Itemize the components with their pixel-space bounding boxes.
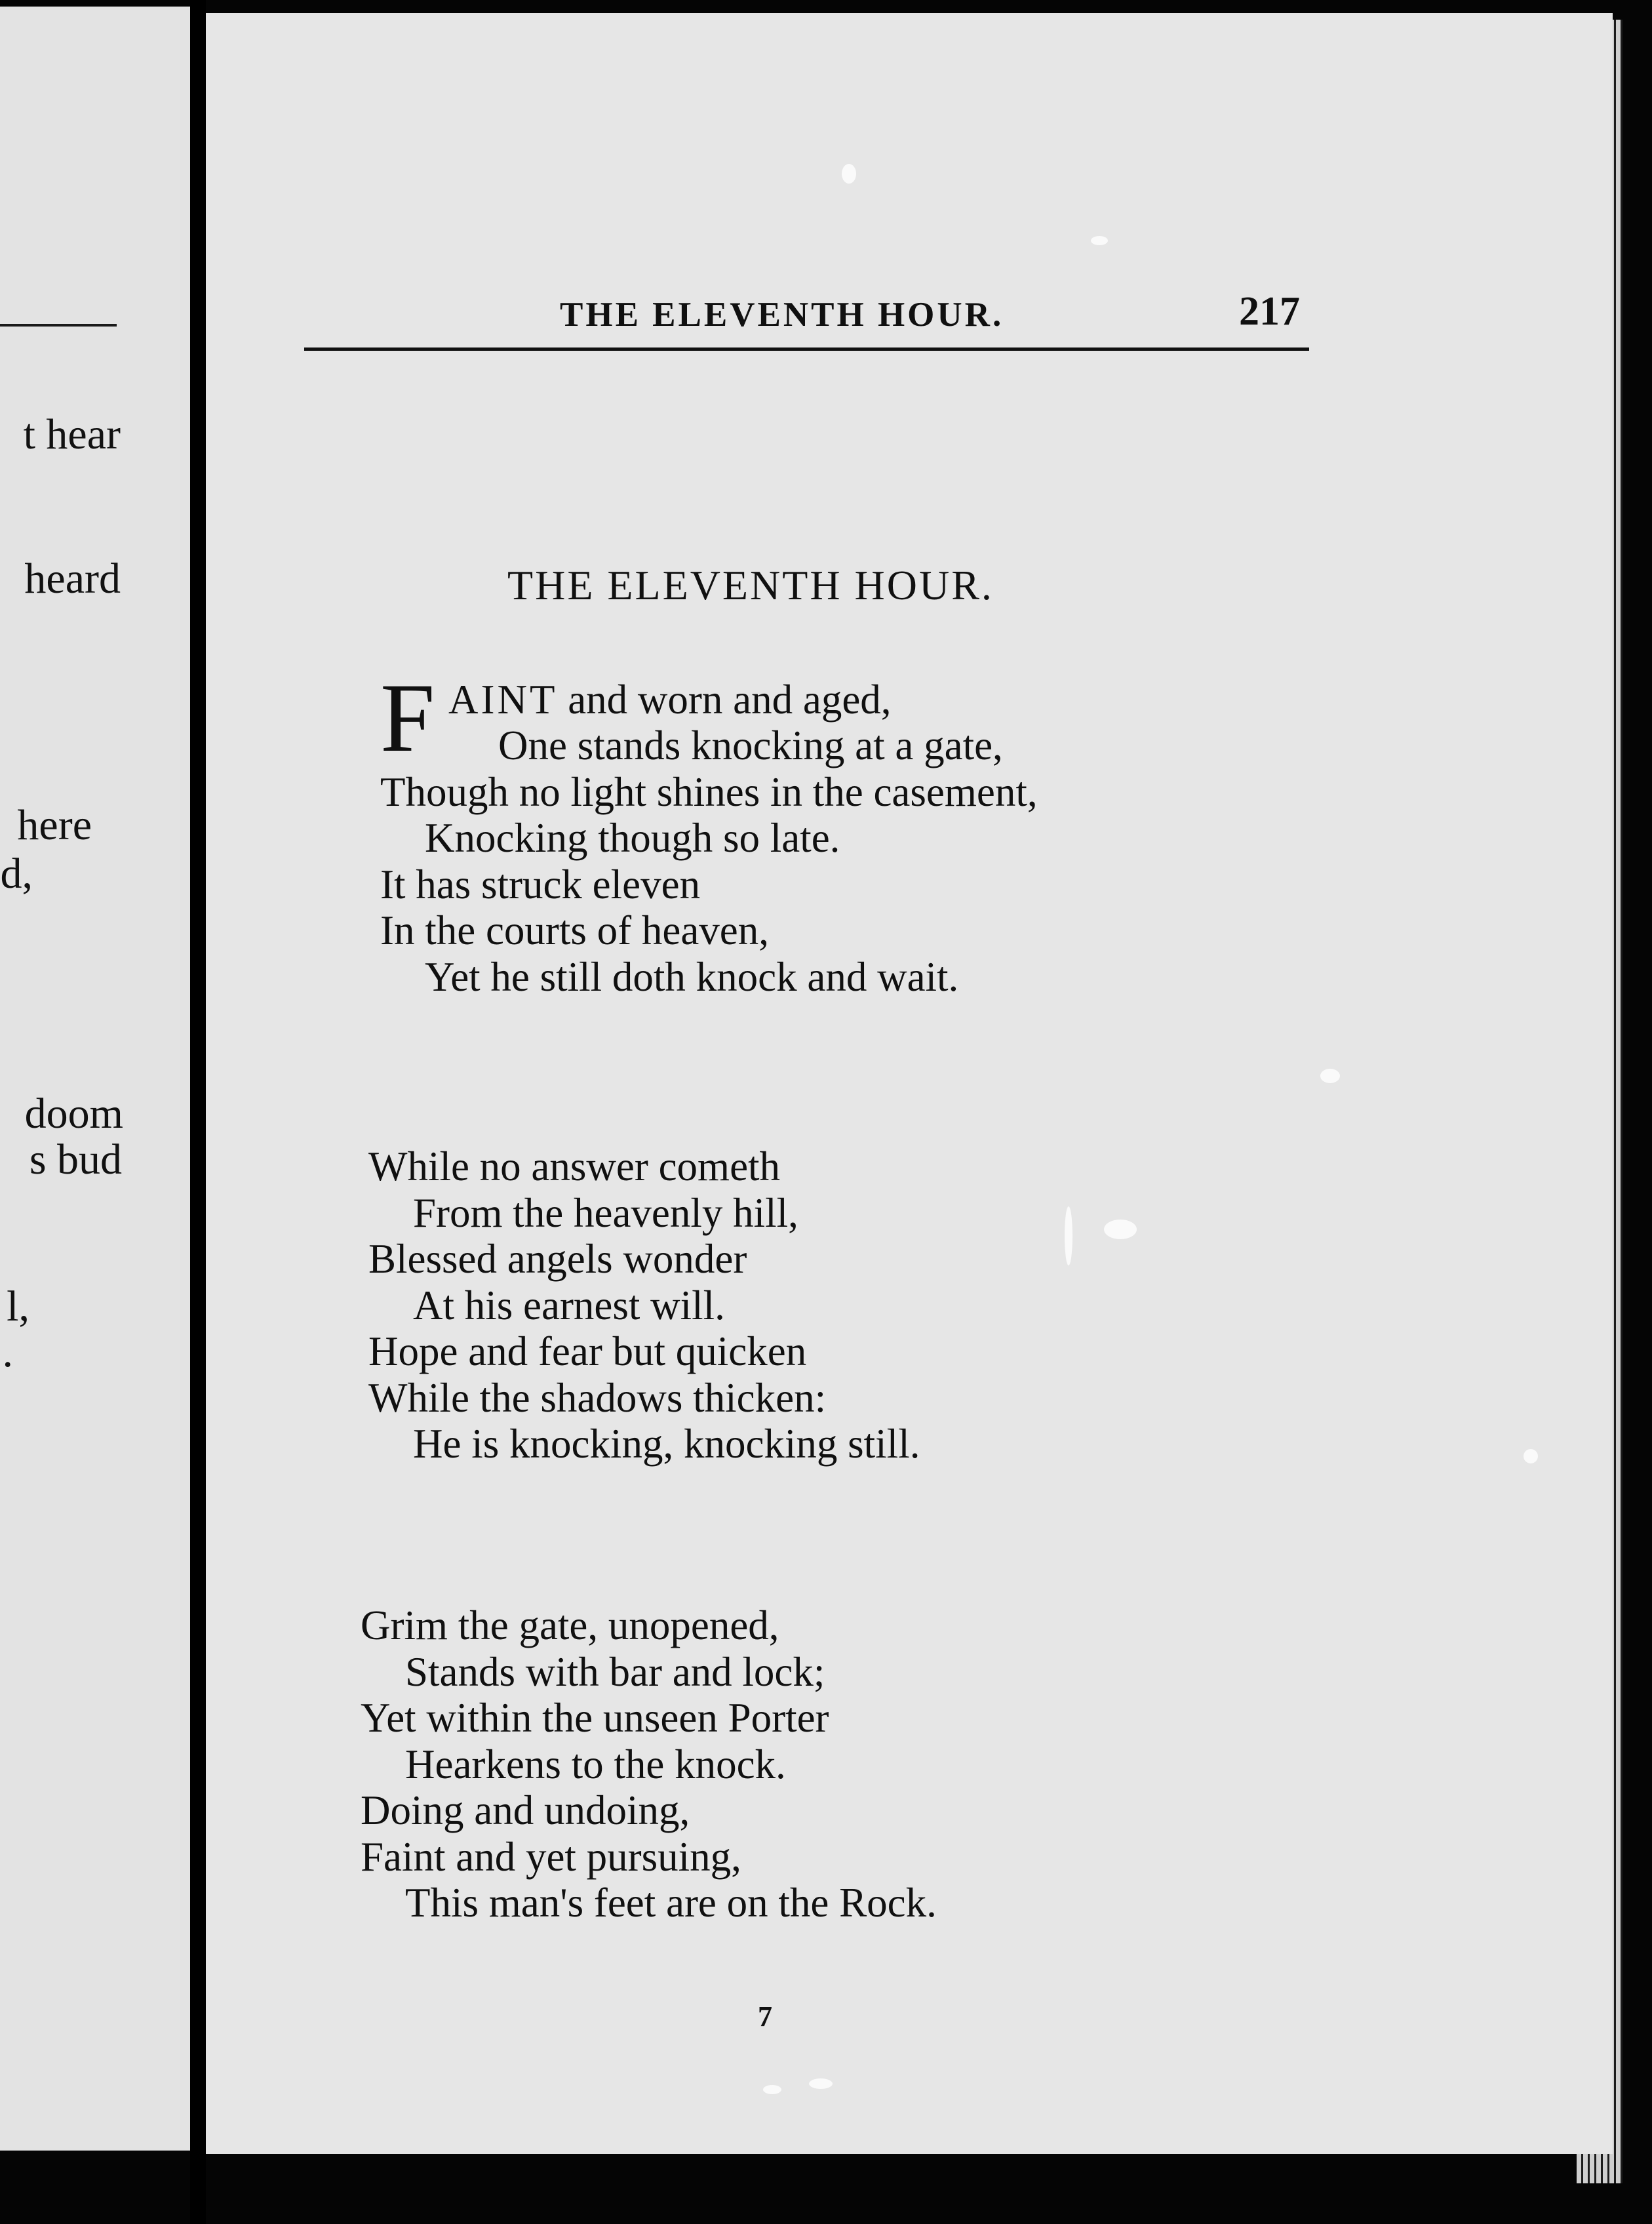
stanza-3 <box>361 1602 937 1926</box>
poem-line: Knocking though so late. <box>425 815 840 861</box>
poem-line: At his earnest will. <box>413 1282 725 1328</box>
poem-line: While the shadows thicken: <box>368 1374 827 1421</box>
poem-line: Doing and undoing, <box>361 1787 690 1833</box>
poem-line: Stands with bar and lock; <box>405 1648 825 1695</box>
stanza-1 <box>380 723 1038 1000</box>
left-page-fragment: l, <box>7 1282 30 1330</box>
left-page-fragment: doom <box>24 1090 123 1138</box>
poem-line: While no answer cometh <box>368 1143 781 1189</box>
first-line-text: and worn and aged, <box>557 677 892 723</box>
poem-line: This man's feet are on the Rock. <box>405 1880 937 1926</box>
left-page-fragment: here <box>17 801 92 849</box>
poem-line: Faint and yet pursuing, <box>361 1833 741 1880</box>
poem-line: Yet within the unseen Porter <box>361 1695 829 1741</box>
paper-speck <box>1104 1220 1137 1239</box>
left-page-rule <box>0 324 117 327</box>
paper-speck <box>1065 1206 1072 1265</box>
left-facing-page <box>0 7 190 2151</box>
poem-line: Hearkens to the knock. <box>405 1741 786 1787</box>
signature-mark: 7 <box>758 2000 772 2033</box>
stanza-2 <box>368 1143 920 1467</box>
poem-line: Blessed angels wonder <box>368 1236 747 1282</box>
book-page <box>206 13 1613 2154</box>
poem-line: Grim the gate, unopened, <box>361 1602 779 1648</box>
left-page-fragment: heard <box>24 555 121 603</box>
first-line-caps: AINT <box>448 677 558 723</box>
poem-line: Though no light shines in the casement, <box>380 768 1038 815</box>
paper-speck <box>763 2085 781 2094</box>
paper-speck <box>842 164 856 184</box>
book-gutter <box>190 0 206 2224</box>
poem-line: It has struck eleven <box>380 861 701 907</box>
header-rule <box>304 348 1309 351</box>
page-number: 217 <box>1239 289 1300 334</box>
poem-first-line <box>448 677 892 723</box>
left-page-fragment: s bud <box>29 1136 122 1183</box>
paper-speck <box>809 2078 833 2089</box>
poem-line: He is knocking, knocking still. <box>413 1421 920 1467</box>
left-page-fragment: t hear <box>23 410 121 458</box>
left-page-fragment: . <box>2 1328 13 1376</box>
drop-cap: F <box>380 664 435 772</box>
poem-title: THE ELEVENTH HOUR. <box>507 562 994 608</box>
paper-speck <box>1524 1449 1538 1463</box>
poem-line: Yet he still doth knock and wait. <box>425 953 959 1000</box>
poem-line: In the courts of heaven, <box>380 907 770 953</box>
paper-speck <box>1320 1069 1340 1083</box>
running-head-title: THE ELEVENTH HOUR. <box>560 296 1004 334</box>
left-page-fragment: d, <box>0 850 33 898</box>
poem-line: One stands knocking at a gate, <box>498 723 1003 768</box>
paper-speck <box>1091 236 1108 245</box>
poem-line: From the heavenly hill, <box>413 1189 798 1236</box>
poem-line: Hope and fear but quicken <box>368 1328 807 1374</box>
